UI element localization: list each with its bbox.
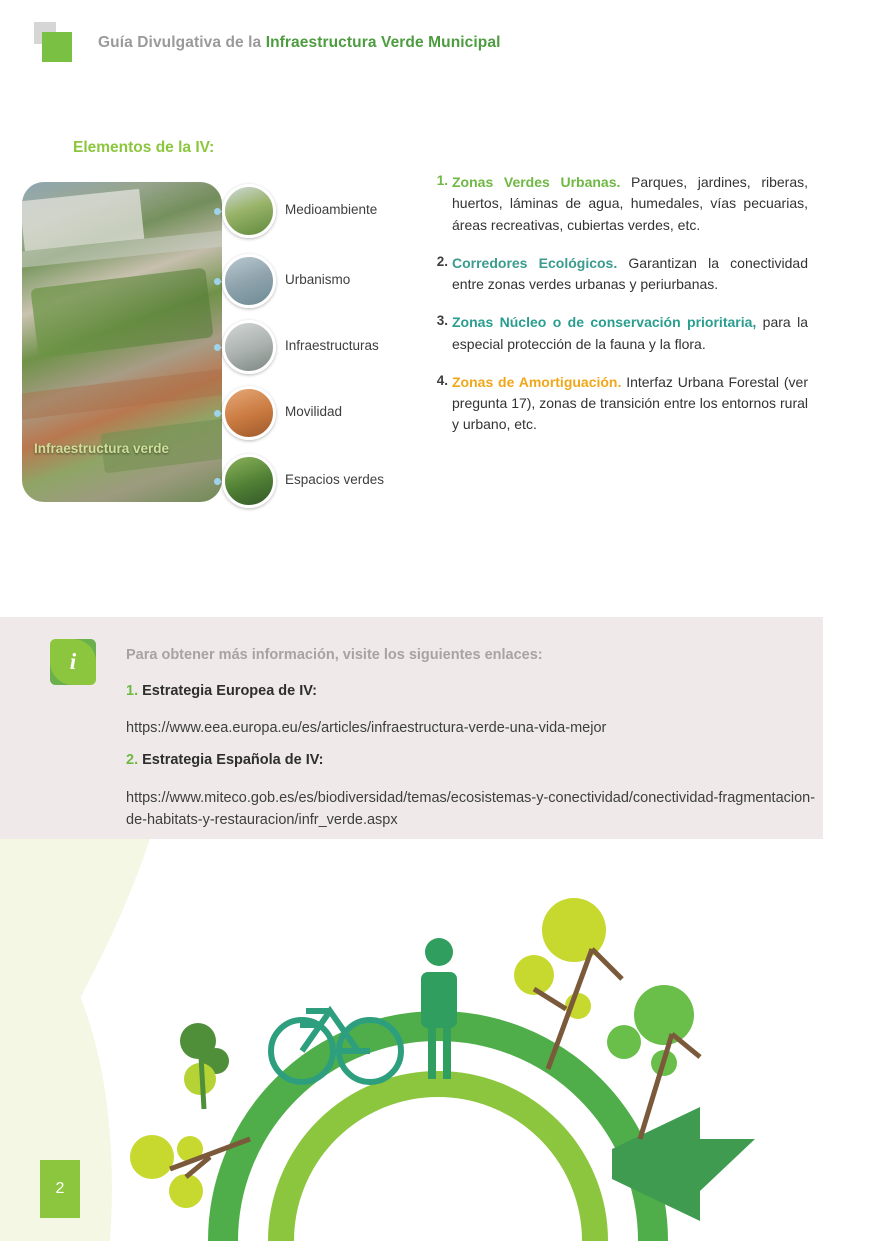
list-item-body: [452, 172, 808, 236]
green-infrastructure-artwork: [0, 839, 875, 1241]
list-item-lead: Zonas Núcleo o de conservación prioritaria,: [452, 314, 757, 331]
list-item-body: [452, 312, 808, 355]
thumbnail-label-3: Movilidad: [285, 404, 343, 419]
elements-diagram: [22, 182, 385, 502]
info-link-url-1[interactable]: https://www.miteco.gob.es/es/biodiversidad/temas/ecosistemas-y-conectividad/conectividad-fragmentacion-de-habitats-y-restauracion/infr_verde.aspx: [126, 790, 816, 829]
list-item-body: [452, 253, 808, 296]
bottom-illustration: [0, 839, 875, 1241]
page-header: [34, 22, 501, 64]
list-item-text: Garantizan la conectividad entre zonas verdes urbanas y periurbanas.: [452, 254, 808, 293]
thumbnail-espacios-verdes: [222, 454, 276, 508]
thumbnail-label-1: Urbanismo: [285, 272, 351, 287]
list-item-lead: Zonas Verdes Urbanas.: [452, 174, 621, 190]
info-link-label-1: Estrategia Española de IV:: [142, 752, 324, 768]
thumbnail-movilidad: [222, 386, 276, 440]
green-square-logo-icon: [34, 22, 76, 64]
elements-list: [430, 172, 808, 453]
list-item-number: 4.: [436, 372, 448, 388]
document-title: [98, 34, 501, 52]
info-link-url-0[interactable]: https://www.eea.europa.eu/es/articles/infraestructura-verde-una-vida-mejor: [126, 720, 607, 736]
shrub-icon-left: [180, 1023, 229, 1109]
thumbnail-infraestructuras: [222, 320, 276, 374]
thumbnail-label-0: Medioambiente: [285, 202, 378, 217]
list-item-body: [452, 372, 808, 436]
section-title: Elementos de la IV:: [73, 139, 215, 156]
list-item: [430, 312, 808, 355]
list-item: [430, 253, 808, 296]
list-item-lead: Corredores Ecológicos.: [452, 254, 618, 271]
page-number: 2: [40, 1160, 80, 1218]
document-title-strong: Infraestructura Verde Municipal: [265, 34, 501, 51]
aerial-photo: [22, 182, 222, 502]
thumbnail-medioambiente: [222, 184, 276, 238]
info-link-title-1: [126, 752, 323, 768]
list-item-number: 2.: [436, 253, 448, 269]
thumbnail-urbanismo: [222, 254, 276, 308]
list-item-text: para la especial protección de la fauna y la flora.: [452, 314, 808, 352]
list-item: [430, 172, 808, 236]
list-item-text: Parques, jardines, riberas, huertos, láminas de agua, humedales, vías pecuarias, áreas recreativas, cubiertas verdes, etc.: [452, 174, 808, 233]
info-link-number-0: 1.: [126, 683, 139, 699]
info-box-intro: Para obtener más información, visite los siguientes enlaces:: [126, 647, 543, 663]
thumbnail-label-4: Espacios verdes: [285, 472, 385, 487]
document-title-light: Guía Divulgativa de la: [98, 34, 266, 51]
info-link-title-0: [126, 683, 317, 699]
thumbnail-label-2: Infraestructuras: [285, 338, 379, 353]
list-item-number: 1.: [436, 173, 448, 188]
photo-caption: Infraestructura verde: [34, 440, 170, 456]
list-item-lead: Zonas de Amortiguación.: [452, 373, 622, 390]
person-icon: [421, 938, 457, 1079]
list-item-text: Interfaz Urbana Forestal (ver pregunta 17), zonas de transición entre los entornos rural y urbano, etc.: [452, 373, 808, 433]
list-item-number: 3.: [436, 313, 448, 329]
list-item: [430, 372, 808, 436]
info-box: [0, 617, 823, 839]
info-leaf-icon: i: [50, 639, 96, 685]
info-link-label-0: Estrategia Europea de IV:: [142, 683, 317, 699]
info-link-number-1: 2.: [126, 752, 139, 768]
